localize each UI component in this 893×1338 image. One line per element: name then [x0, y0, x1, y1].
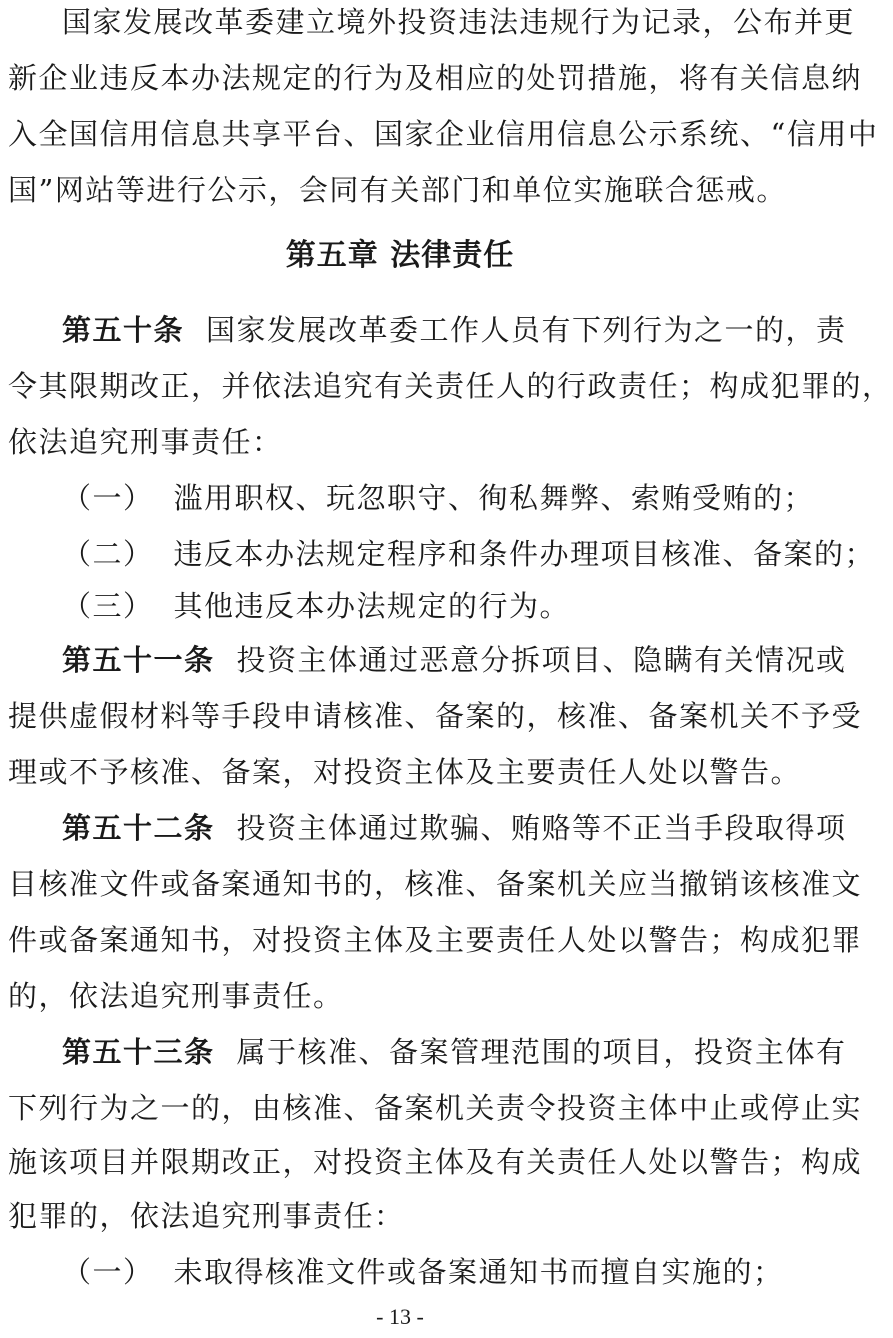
list-item-number: （一） — [62, 481, 154, 515]
list-item-text: 滥用职权、玩忽职守、徇私舞弊、索贿受贿的； — [173, 481, 815, 515]
article-title: 第五十条 — [62, 313, 185, 347]
article-text: 国家发展改革委工作人员有下列行为之一的，责 — [206, 313, 847, 347]
list-item-text: 违反本办法规定程序和条件办理项目核准、备案的； — [173, 537, 876, 571]
article-52-first-line — [62, 808, 847, 848]
text-line: 令其限期改正，并依法追究有关责任人的行政责任；构成犯罪的， — [8, 369, 893, 403]
text-line: 目核准文件或备案通知书的，核准、备案机关应当撤销该核准文 — [8, 867, 863, 901]
text-line: 施该项目并限期改正，对投资主体及有关责任人处以警告；构成 — [8, 1145, 863, 1179]
list-item — [62, 534, 876, 574]
chapter-title: 第五章 法律责任 — [285, 238, 515, 273]
text-line: 下列行为之一的，由核准、备案机关责令投资主体中止或停止实 — [8, 1091, 863, 1125]
list-item-number: （三） — [62, 589, 154, 623]
article-title: 第五十二条 — [62, 811, 215, 845]
list-item-text: 其他违反本办法规定的行为。 — [173, 589, 571, 623]
list-item-text: 未取得核准文件或备案通知书而擅自实施的； — [173, 1255, 784, 1289]
text-line: 国家发展改革委建立境外投资违法违规行为记录，公布并更 — [62, 5, 856, 39]
list-item-number: （二） — [62, 537, 154, 571]
text-line: 件或备案通知书，对投资主体及主要责任人处以警告；构成犯罪 — [8, 923, 863, 957]
article-title: 第五十三条 — [62, 1035, 215, 1069]
text-line: 理或不予核准、备案，对投资主体及主要责任人处以警告。 — [8, 755, 802, 789]
text-line: 新企业违反本办法规定的行为及相应的处罚措施，将有关信息纳 — [8, 61, 863, 95]
article-53-first-line — [62, 1032, 847, 1072]
text-line: 犯罪的，依法追究刑事责任： — [8, 1199, 405, 1233]
article-51-first-line — [62, 640, 847, 680]
article-title: 第五十一条 — [62, 643, 215, 677]
article-text: 投资主体通过恶意分拆项目、隐瞒有关情况或 — [236, 643, 847, 677]
text-line: 提供虚假材料等手段申请核准、备案的，核准、备案机关不予受 — [8, 699, 863, 733]
text-line: 的，依法追究刑事责任。 — [8, 979, 344, 1013]
list-item — [62, 1252, 788, 1292]
text-line: 依法追究刑事责任： — [8, 425, 283, 459]
list-item — [62, 586, 788, 626]
article-text: 属于核准、备案管理范围的项目，投资主体有 — [236, 1035, 847, 1069]
page-number: - 13 - — [376, 1304, 424, 1329]
list-item-number: （一） — [62, 1255, 154, 1289]
article-text: 投资主体通过欺骗、贿赂等不正当手段取得项 — [236, 811, 847, 845]
text-line: 国”网站等进行公示，会同有关部门和单位实施联合惩戒。 — [8, 173, 787, 207]
list-item — [62, 478, 815, 518]
text-line: 入全国信用信息共享平台、国家企业信用信息公示系统、“信用中 — [8, 117, 879, 151]
article-50-first-line — [62, 310, 847, 350]
